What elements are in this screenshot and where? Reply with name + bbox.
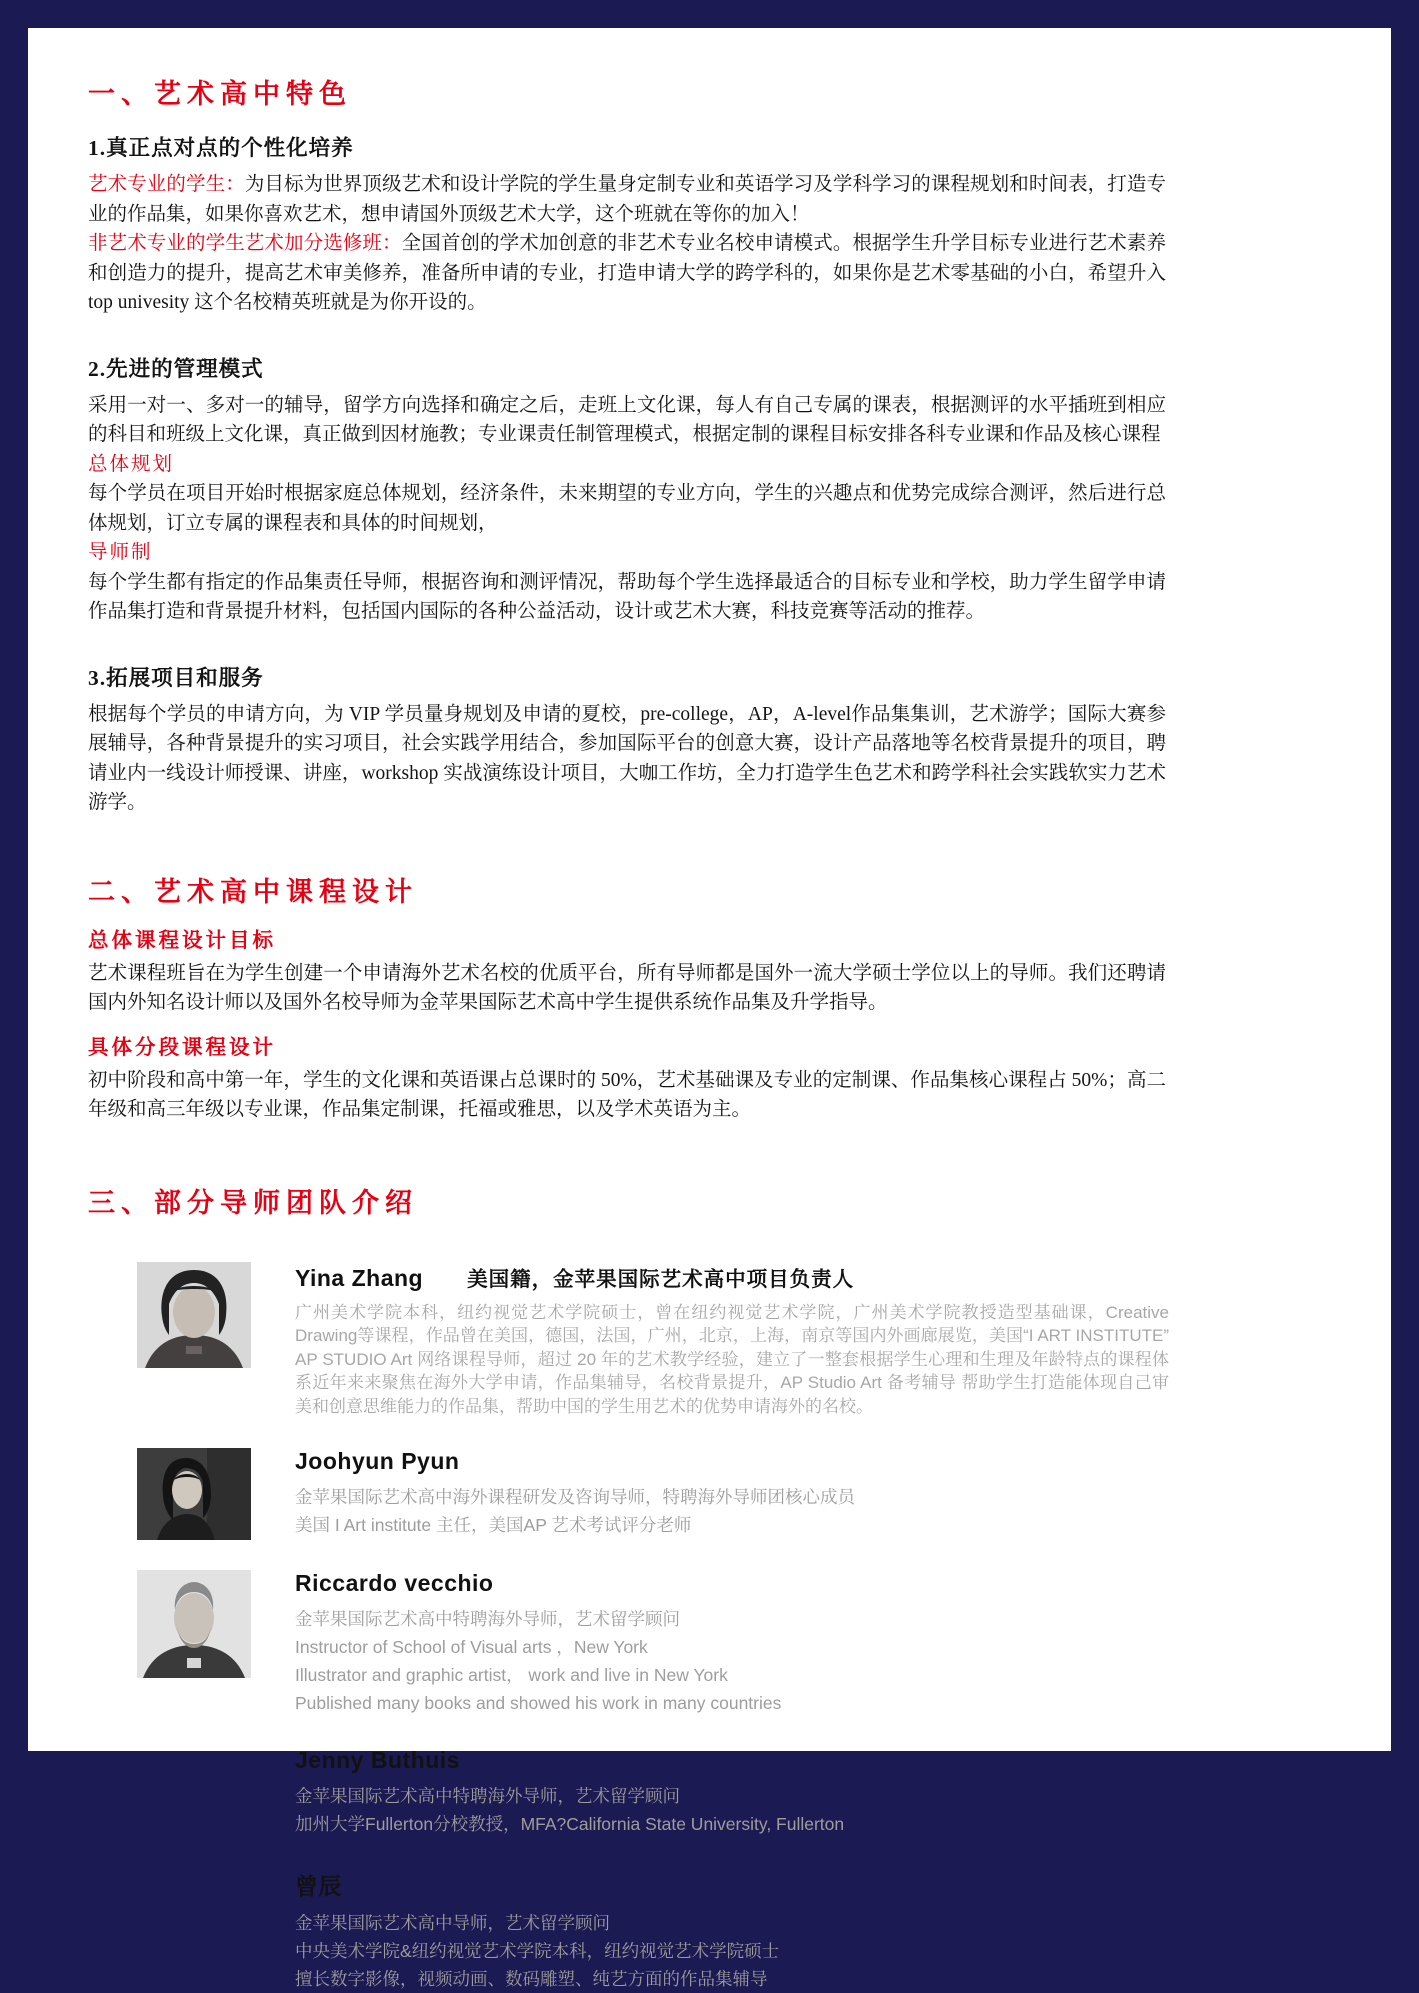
mentor-name: Riccardo vecchio xyxy=(295,1570,494,1596)
mentor-photo-slot xyxy=(88,1262,295,1419)
section1-sub3-heading: 3.拓展项目和服务 xyxy=(88,665,264,690)
section1-sub1-paragraph1 xyxy=(88,170,1166,229)
mentor-bio xyxy=(295,1483,1166,1539)
mentor-photo-slot xyxy=(88,1570,295,1717)
bio-line: 金苹果国际艺术高中特聘海外导师，艺术留学顾问 xyxy=(295,1786,680,1806)
bio-line: 加州大学Fullerton分校教授，MFA?California State University, Fullerton xyxy=(295,1814,845,1834)
mentor-info xyxy=(295,1570,1166,1717)
art-students-label: 艺术专业的学生： xyxy=(88,174,245,195)
section1-sub1-paragraph2 xyxy=(88,229,1166,318)
mentor-photo-slot-empty xyxy=(88,1868,295,1993)
bio-line: 金苹果国际艺术高中导师，艺术留学顾问 xyxy=(295,1913,610,1933)
mentor-row-jenny-buthuis xyxy=(88,1747,1166,1838)
mentor-name: 曾辰 xyxy=(295,1873,342,1899)
segmented-curriculum-label: 具体分段课程设计 xyxy=(88,1036,276,1059)
management-paragraph: 采用一对一、多对一的辅导，留学方向选择和确定之后，走班上文化课，每人有自己专属的课表，根据测评的水平插班到相应的科目和班级上文化课，真正做到因材施教；专业课责任制管理模式，根据定制的课程目标安排各科专业课和作品及核心课程 xyxy=(88,394,1166,445)
page-content xyxy=(88,28,1169,1993)
mentor-name: Joohyun Pyun xyxy=(295,1448,460,1474)
bio-line: 金苹果国际艺术高中特聘海外导师，艺术留学顾问 xyxy=(295,1609,680,1629)
mentor-row-zeng-chen xyxy=(88,1868,1166,1993)
mentor-role-title: 美国籍，金苹果国际艺术高中项目负责人 xyxy=(467,1268,855,1291)
mentor-bio xyxy=(295,1782,1166,1838)
mentor-photo-riccardo-vecchio-icon xyxy=(137,1570,251,1678)
overall-curriculum-goal-paragraph: 艺术课程班旨在为学生创建一个申请海外艺术名校的优质平台，所有导师都是国外一流大学硕士学位以上的导师。我们还聘请国内外知名设计师以及国外名校导师为金苹果国际艺术高中学生提供系统作品集及升学指导。 xyxy=(88,962,1166,1013)
mentor-photo-slot-empty xyxy=(88,1747,295,1838)
bio-line: Published many books and showed his work in many countries xyxy=(295,1693,782,1713)
mentor-bio: 广州美术学院本科，纽约视觉艺术学院硕士，曾在纽约视觉艺术学院，广州美术学院教授造型基础课，Creative Drawing等课程，作品曾在美国，德国，法国，广州，北京，上海，南京等国内外画廊展览，美国“I ART INSTITUTE” AP STUDIO Art 网络课程导师，超过 20 年的艺术教学经验，建立了一整套根据学生心理和生理及年龄特点的课程体系近年来来聚焦在海外大学申请，作品集辅导，名校背景提升，AP Studio Art 备考辅导 帮助学生打造能体现自己审美和创意思维能力的作品集，帮助中国的学生用艺术的优势申请海外的名校。 xyxy=(295,1302,1169,1416)
mentor-name: Jenny Buthuis xyxy=(295,1747,460,1773)
section2-title: 二、艺术高中课程设计 xyxy=(88,876,418,907)
non-art-students-label: 非艺术专业的学生艺术加分选修班： xyxy=(88,233,402,254)
mentor-photo-joohyun-pyun-icon xyxy=(137,1448,251,1540)
section3-title: 三、部分导师团队介绍 xyxy=(88,1187,418,1218)
mentor-row-joohyun-pyun xyxy=(88,1448,1166,1540)
overall-curriculum-goal-label: 总体课程设计目标 xyxy=(88,929,276,952)
mentor-name: Yina Zhang xyxy=(295,1264,424,1291)
bio-line: Illustrator and graphic artist， work and live in New York xyxy=(295,1665,728,1685)
bio-line: 美国 I Art institute 主任，美国AP 艺术考试评分老师 xyxy=(295,1515,692,1535)
section1-sub2-heading: 2.先进的管理模式 xyxy=(88,356,264,381)
document-page xyxy=(28,28,1391,1989)
mentor-info xyxy=(295,1868,1166,1993)
section1-title: 一、艺术高中特色 xyxy=(88,79,352,109)
bio-line: Instructor of School of Visual arts ，New York xyxy=(295,1637,648,1657)
mentor-photo-yina-zhang-icon xyxy=(137,1262,251,1368)
mentor-row-yina-zhang xyxy=(88,1262,1169,1419)
mentor-row-riccardo-vecchio xyxy=(88,1570,1166,1717)
mentor-info xyxy=(295,1448,1166,1540)
mentor-system-label: 导师制 xyxy=(88,542,153,563)
mentor-name-row xyxy=(295,1570,1166,1597)
mentor-system-paragraph: 每个学生都有指定的作品集责任导师，根据咨询和测评情况，帮助每个学生选择最适合的目标专业和学校，助力学生留学申请作品集打造和背景提升材料，包括国内国际的各种公益活动，设计或艺术大赛，科技竞赛等活动的推荐。 xyxy=(88,571,1166,622)
mentor-name-row xyxy=(295,1868,1166,1901)
mentor-name-row xyxy=(295,1448,1166,1475)
overall-plan-paragraph: 每个学员在项目开始时根据家庭总体规划，经济条件，未来期望的专业方向，学生的兴趣点和优势完成综合测评，然后进行总体规划，订立专属的课程表和具体的时间规划， xyxy=(88,483,1166,534)
mentor-name-row xyxy=(295,1747,1166,1774)
mentor-info xyxy=(295,1262,1169,1419)
expansion-paragraph: 根据每个学员的申请方向，为 VIP 学员量身规划及申请的夏校，pre-college，AP，A-level作品集集训，艺术游学；国际大赛参展辅导，各种背景提升的实习项目，社会实践学用结合，参加国际平台的创意大赛，设计产品落地等名校背景提升的项目，聘请业内一线设计师授课、讲座，workshop 实战演练设计项目，大咖工作坊，全力打造学生色艺术和跨学科社会实践软实力艺术游学。 xyxy=(88,703,1166,813)
mentor-name-row xyxy=(295,1262,1166,1292)
mentor-bio xyxy=(295,1909,1166,1993)
art-students-text: 为目标为世界顶级艺术和设计学院的学生量身定制专业和英语学习及学科学习的课程规划和时间表，打造专业的作品集，如果你喜欢艺术，想申请国外顶级艺术大学，这个班就在等你的加入！ xyxy=(88,174,1166,225)
section1-sub1-heading: 1.真正点对点的个性化培养 xyxy=(88,136,354,160)
bio-line: 中央美术学院&纽约视觉艺术学院本科，纽约视觉艺术学院硕士 xyxy=(295,1941,780,1961)
overall-plan-label: 总体规划 xyxy=(88,453,175,475)
mentor-info xyxy=(295,1747,1166,1838)
non-art-students-text: 全国首创的学术加创意的非艺术专业名校申请模式。根据学生升学目标专业进行艺术素养和创造力的提升，提高艺术审美修养，准备所申请的专业，打造申请大学的跨学科的，如果你是艺术零基础的小白，希望升入top univesity 这个名校精英班就是为你开设的。 xyxy=(88,233,1166,313)
mentor-bio xyxy=(295,1605,1166,1717)
segmented-curriculum-paragraph: 初中阶段和高中第一年，学生的文化课和英语课占总课时的 50%，艺术基础课及专业的定制课、作品集核心课程占 50%；高二年级和高三年级以专业课，作品集定制课，托福或雅思，以及学术英语为主。 xyxy=(88,1069,1166,1120)
bio-line: 金苹果国际艺术高中海外课程研发及咨询导师，特聘海外导师团核心成员 xyxy=(295,1487,855,1507)
bio-line: 擅长数字影像，视频动画、数码雕塑、纯艺方面的作品集辅导 xyxy=(295,1969,768,1989)
mentor-photo-slot xyxy=(88,1448,295,1540)
